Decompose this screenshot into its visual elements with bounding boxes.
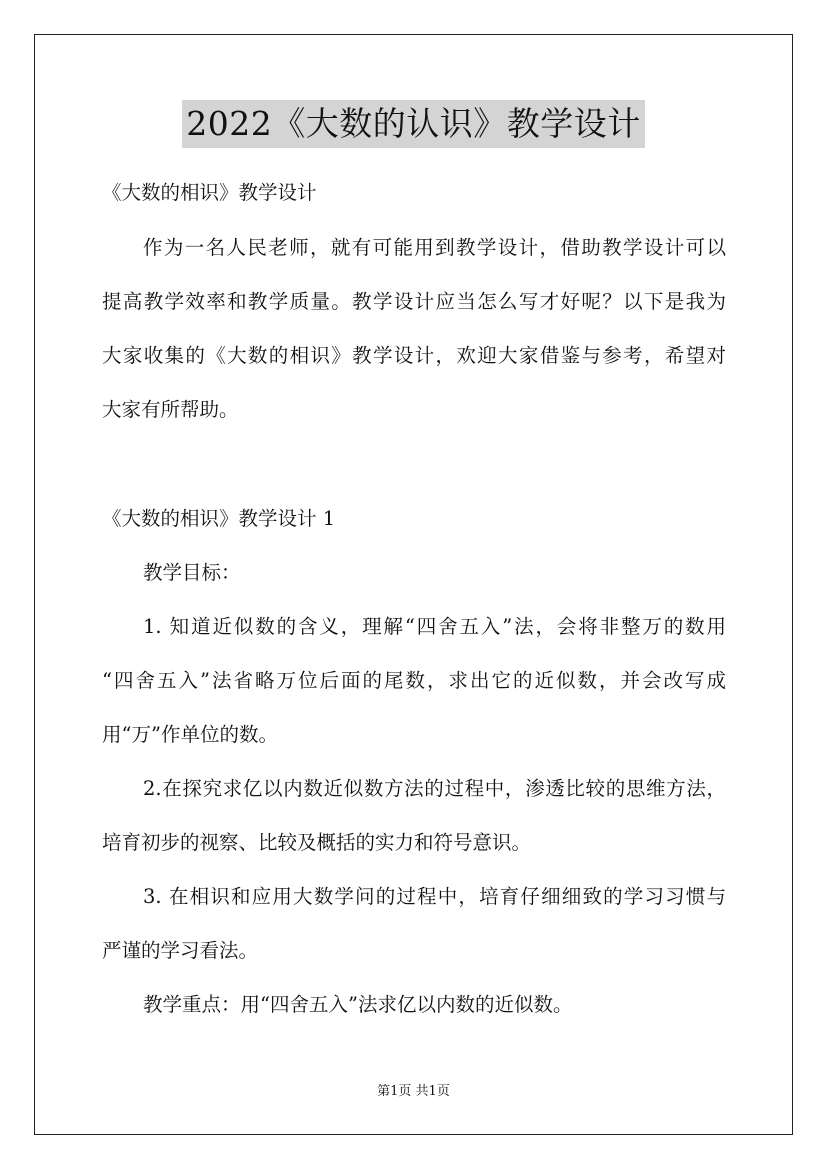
goal-1-line-3: 用“万”作单位的数。 bbox=[102, 723, 278, 746]
intro-line-1: 作为一名人民老师，就有可能用到教学设计，借助教学设计可以 bbox=[143, 236, 726, 259]
intro-line-4: 大家有所帮助。 bbox=[102, 398, 239, 421]
goal-1-line-2: “四舍五入”法省略万位后面的尾数，求出它的近似数，并会改写成 bbox=[102, 669, 726, 692]
intro-line-3: 大家收集的《大数的相识》教学设计，欢迎大家借鉴与参考，希望对 bbox=[102, 344, 726, 367]
page-number-footer: 第1页 共1页 bbox=[377, 1084, 450, 1099]
goal-3-line-2: 严谨的学习看法。 bbox=[102, 939, 259, 962]
document-title: 2022《大数的认识》教学设计 bbox=[182, 100, 644, 148]
goal-2-line-1: 2.在探究求亿以内数近似数方法的过程中，渗透比较的思维方法， bbox=[143, 777, 726, 800]
goal-2-line-2: 培育初步的视察、比较及概括的实力和符号意识。 bbox=[102, 831, 532, 854]
goal-1-line-1: 1. 知道近似数的含义，理解“四舍五入”法，会将非整万的数用 bbox=[143, 615, 726, 638]
title-container bbox=[0, 100, 827, 148]
key-point: 教学重点：用“四舍五入”法求亿以内数的近似数。 bbox=[143, 993, 573, 1016]
goals-label: 教学目标： bbox=[143, 561, 241, 584]
document-subtitle: 《大数的相识》教学设计 bbox=[102, 181, 317, 204]
goal-3-line-1: 3. 在相识和应用大数学问的过程中，培育仔细细致的学习习惯与 bbox=[143, 885, 726, 908]
section-heading: 《大数的相识》教学设计 1 bbox=[102, 507, 336, 530]
intro-line-2: 提高教学效率和教学质量。教学设计应当怎么写才好呢？以下是我为 bbox=[102, 290, 726, 313]
